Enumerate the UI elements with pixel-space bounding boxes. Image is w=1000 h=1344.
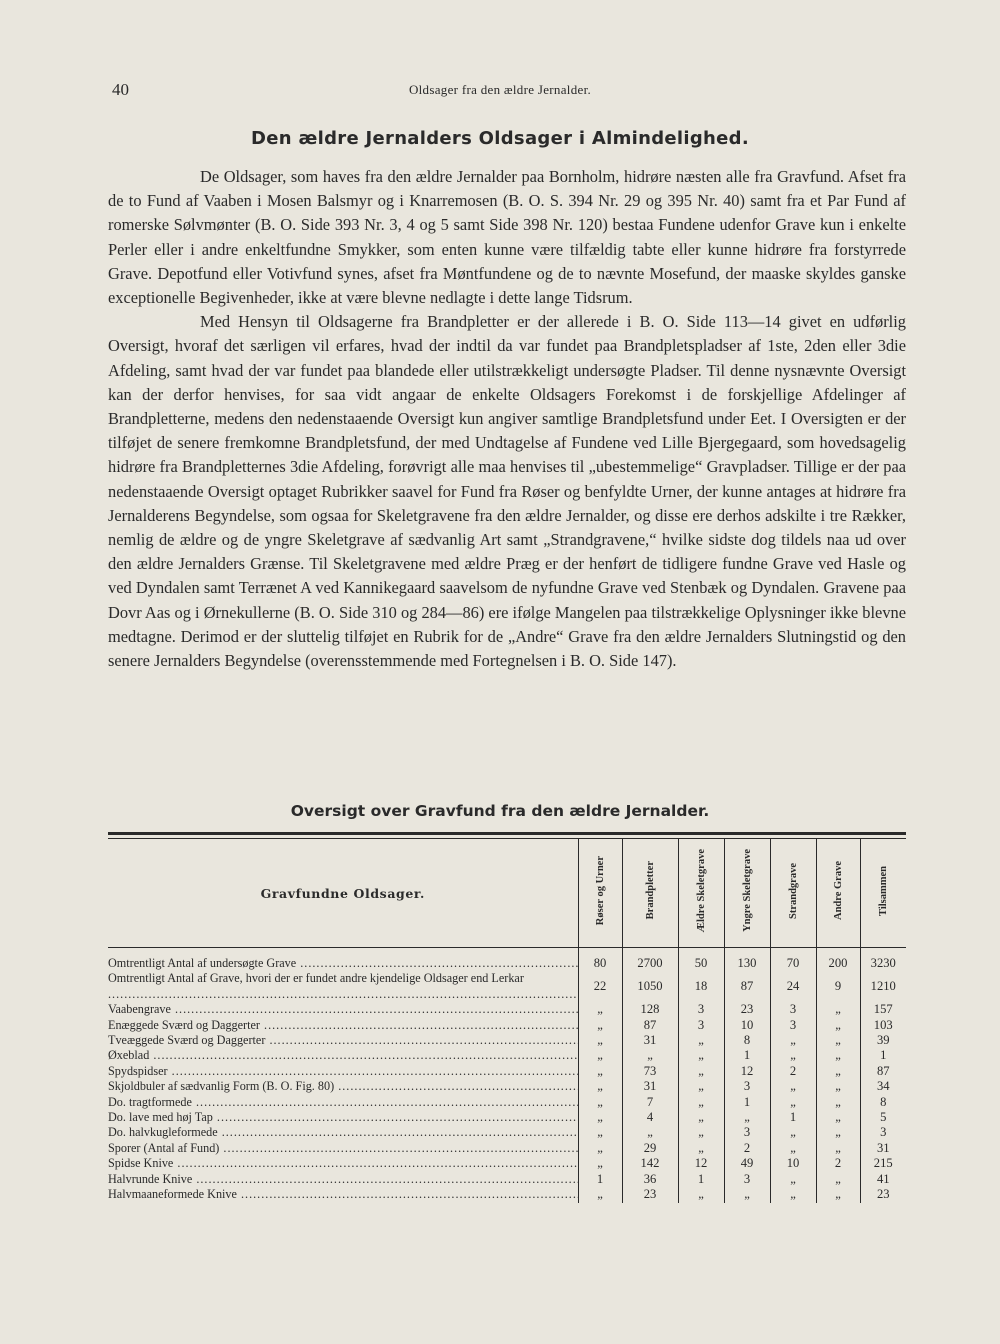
- table-row: [108, 1002, 906, 1017]
- row-value: 31: [622, 1033, 678, 1048]
- row-label: [108, 1018, 578, 1033]
- column-header: Røser og Urner: [578, 839, 622, 948]
- row-value: 50: [678, 956, 724, 971]
- row-value: 36: [622, 1172, 678, 1187]
- row-value: „: [678, 1125, 724, 1140]
- running-head: Oldsager fra den ældre Jernalder.: [408, 82, 592, 97]
- gravfund-table: [108, 832, 906, 1203]
- label-column-header: Gravfundne Oldsager.: [260, 885, 425, 901]
- row-value: „: [770, 1187, 816, 1202]
- row-label-text: Halvmaaneformede Knive: [108, 1187, 237, 1202]
- column-header: Yngre Skeletgrave: [724, 839, 770, 948]
- row-value: „: [724, 1187, 770, 1202]
- row-value: 130: [724, 956, 770, 971]
- row-value: „: [578, 1095, 622, 1110]
- row-value: 215: [860, 1156, 906, 1171]
- column-header: Ældre Skeletgrave: [678, 839, 724, 948]
- row-label: [108, 1048, 578, 1063]
- table-row: [108, 971, 906, 1002]
- row-value: 87: [622, 1018, 678, 1033]
- row-value: 70: [770, 956, 816, 971]
- data-table: [108, 839, 906, 1203]
- row-value: „: [578, 1141, 622, 1156]
- row-value: 49: [724, 1156, 770, 1171]
- row-value: „: [816, 1187, 860, 1202]
- row-value: 1: [578, 1172, 622, 1187]
- table-body: [108, 948, 906, 1203]
- row-value: „: [678, 1141, 724, 1156]
- row-value: 3: [678, 1018, 724, 1033]
- row-label-text: Sporer (Antal af Fund): [108, 1140, 220, 1155]
- row-label: [108, 1095, 578, 1110]
- row-value: „: [816, 1002, 860, 1017]
- row-label: [108, 1125, 578, 1140]
- row-value: 41: [860, 1172, 906, 1187]
- row-value: 1: [678, 1172, 724, 1187]
- table-row: [108, 1064, 906, 1079]
- row-value: 1: [724, 1048, 770, 1063]
- row-label: [108, 1002, 578, 1017]
- row-value: „: [678, 1187, 724, 1202]
- row-value: 10: [724, 1018, 770, 1033]
- row-value: 29: [622, 1141, 678, 1156]
- table-row: [108, 1079, 906, 1094]
- row-value: „: [578, 1187, 622, 1202]
- row-value: „: [678, 1033, 724, 1048]
- section-title: Den ældre Jernalders Oldsager i Almindelighed.: [251, 128, 749, 149]
- paragraph: De Oldsager, som haves fra den ældre Jernalder paa Bornholm, hidrøre næsten alle fra Gravfund. Afset fra de to Fund af Vaaben i Mosen Balsmyr og i Knarremosen (B. O. S. 394 Nr. 29 og 395 Nr. 40) samt fra et Par Fund af romerske Sølvmønter (B. O. Side 393 Nr. 3, 4 og 5 samt Side 398 Nr. 120) bestaa Fundene udenfor Grave kun i enkelte Perler eller i andre enkeltfundne Smykker, som enten kunne være tilfældig tabte eller kunne hidrøre fra forstyrrede Grave. Depotfund eller Votivfund synes, afset fra Møntfundene og de to nævnte Mosefund, der maaske skyldes ganske exceptionelle Begivenheder, ikke at være blevne nedlagte i dette lange Tidsrum.: [108, 167, 906, 308]
- row-value: 3: [678, 1002, 724, 1017]
- table-row: [108, 1095, 906, 1110]
- row-value: 31: [622, 1079, 678, 1094]
- row-value: „: [622, 1125, 678, 1140]
- row-value: „: [816, 1018, 860, 1033]
- row-value: „: [770, 1141, 816, 1156]
- row-value: 2: [724, 1141, 770, 1156]
- row-value: „: [678, 1095, 724, 1110]
- row-label-text: Omtrentligt Antal af Grave, hvori der er fundet andre kjendelige Oldsager end Lerkar: [108, 971, 524, 986]
- row-label: [108, 1156, 578, 1171]
- row-value: 87: [724, 971, 770, 1002]
- row-value: 24: [770, 971, 816, 1002]
- row-value: 3: [724, 1079, 770, 1094]
- row-value: 2: [770, 1064, 816, 1079]
- row-value: 12: [678, 1156, 724, 1171]
- row-label-text: Skjoldbuler af sædvanlig Form (B. O. Fig. 80): [108, 1079, 335, 1094]
- row-label-text: Do. halvkugleformede: [108, 1125, 218, 1140]
- row-value: „: [816, 1172, 860, 1187]
- row-value: 87: [860, 1064, 906, 1079]
- table-top-rule: [108, 832, 906, 835]
- row-value: 3: [770, 1002, 816, 1017]
- row-value: 3: [860, 1125, 906, 1140]
- row-value: „: [816, 1141, 860, 1156]
- row-value: 1210: [860, 971, 906, 1002]
- row-label-text: Do. lave med høj Tap: [108, 1110, 213, 1125]
- column-header: Strandgrave: [770, 839, 816, 948]
- row-value: „: [578, 1110, 622, 1125]
- table-row: [108, 1172, 906, 1187]
- table-row: [108, 1033, 906, 1048]
- table-row: [108, 1156, 906, 1171]
- row-value: „: [816, 1079, 860, 1094]
- body-text: [108, 165, 906, 673]
- header-row: [108, 839, 906, 948]
- row-value: „: [578, 1079, 622, 1094]
- row-value: 10: [770, 1156, 816, 1171]
- row-value: 4: [622, 1110, 678, 1125]
- row-value: „: [578, 1002, 622, 1017]
- row-value: 22: [578, 971, 622, 1002]
- row-label: [108, 1064, 578, 1079]
- row-value: „: [578, 1018, 622, 1033]
- row-value: 1: [724, 1095, 770, 1110]
- row-label: [108, 1172, 578, 1187]
- row-value: „: [770, 1033, 816, 1048]
- table-row: [108, 1048, 906, 1063]
- row-value: 8: [860, 1095, 906, 1110]
- row-value: 7: [622, 1095, 678, 1110]
- row-value: 1: [770, 1110, 816, 1125]
- row-value: 34: [860, 1079, 906, 1094]
- row-value: 3: [770, 1018, 816, 1033]
- row-value: 128: [622, 1002, 678, 1017]
- page-number: 40: [112, 80, 129, 99]
- column-header: Andre Grave: [816, 839, 860, 948]
- row-value: 39: [860, 1033, 906, 1048]
- row-value: „: [622, 1048, 678, 1063]
- row-value: „: [578, 1156, 622, 1171]
- row-value: 18: [678, 971, 724, 1002]
- row-value: „: [770, 1095, 816, 1110]
- row-label-text: Tveæggede Sværd og Daggerter: [108, 1033, 266, 1048]
- row-label: [108, 1110, 578, 1125]
- row-value: „: [770, 1125, 816, 1140]
- row-value: „: [816, 1033, 860, 1048]
- row-value: 3: [724, 1125, 770, 1140]
- row-value: „: [578, 1064, 622, 1079]
- table-row: [108, 1110, 906, 1125]
- row-value: „: [816, 1110, 860, 1125]
- row-value: „: [578, 1125, 622, 1140]
- row-label-text: Vaabengrave: [108, 1002, 171, 1017]
- row-value: „: [678, 1064, 724, 1079]
- row-value: 1: [860, 1048, 906, 1063]
- row-value: „: [816, 1064, 860, 1079]
- row-value: „: [770, 1172, 816, 1187]
- row-value: „: [770, 1079, 816, 1094]
- row-value: 200: [816, 956, 860, 971]
- row-value: „: [724, 1110, 770, 1125]
- row-value: 2: [816, 1156, 860, 1171]
- row-value: 2700: [622, 956, 678, 971]
- table-row: [108, 1125, 906, 1140]
- row-label-text: Spidse Knive: [108, 1156, 174, 1171]
- row-value: 8: [724, 1033, 770, 1048]
- row-value: 3230: [860, 956, 906, 971]
- row-value: 142: [622, 1156, 678, 1171]
- row-label-text: Enæggede Sværd og Daggerter: [108, 1017, 260, 1032]
- row-value: „: [578, 1033, 622, 1048]
- row-value: 5: [860, 1110, 906, 1125]
- row-value: 23: [860, 1187, 906, 1202]
- row-label: [108, 1187, 578, 1202]
- row-value: „: [678, 1110, 724, 1125]
- row-value: „: [816, 1125, 860, 1140]
- row-label-text: Halvrunde Knive: [108, 1171, 193, 1186]
- paragraph: Med Hensyn til Oldsagerne fra Brandpletter er der allerede i B. O. Side 113—14 givet en udførlig Oversigt, hvoraf det særligen vil erfares, hvad der indtil da var fundet paa Brandpletspladser af 1ste, 2den eller 3die Afdeling, samt hvad der var fundet paa blandede eller utilstrækkeligt undersøgte Pladser. Til denne nysnævnte Oversigt kan der derfor henvises, for saa vidt angaar de enkelte Oldsagers Forekomst i de forskjellige Afdelinger af Brandpletterne, medens den nedenstaaende Oversigt kun angiver samtlige Brandpletsfund under Eet. I Oversigten er der tilføjet de senere fremkomne Brandpletsfund, der med Undtagelse af Fundene ved Lille Bjergegaard, som hovedsagelig hidrøre fra Brandpletternes 3die Afdeling, forøvrigt alle maa henvises til „ubestemmelige“ Gravpladser. Tillige er der paa nedenstaaende Oversigt optaget Rubrikker saavel for Fund fra Røser og benfyldte Urner, der kunne antages at hidrøre fra Jernalderens Begyndelse, som ogsaa for Skeletgravene fra den ældre Jernalder, og disse ere derhos adskilte i tre Rækker, nemlig de ældre og de yngre Skeletgrave af sædvanlig Art samt „Strandgravene,“ hvilke sidste dog tildels naa ud over den ældre Jernalders Grænse. Til Skeletgravene med ældre Præg er der henført de tidligere fundne Grave ved Hasle og ved Dyndalen samt Terrænet A ved Kannikegaard saavelsom de nyfundne Grave ved Stenbæk og Dyndalen. Gravene paa Dovr Aas og i Ørnekullerne (B. O. Side 310 og 284—86) ere ifølge Mangelen paa tilstrækkelige Oplysninger ikke blevne medtagne. Derimod er der sluttelig tilføjet en Rubrik for de „Andre“ Grave fra den ældre Jernalders Slutningstid og den senere Jernalders Begyndelse (overensstemmende med Fortegnelsen i B. O. Side 147).: [108, 312, 906, 671]
- row-value: 31: [860, 1141, 906, 1156]
- row-value: 103: [860, 1018, 906, 1033]
- row-label: [108, 1141, 578, 1156]
- row-value: 12: [724, 1064, 770, 1079]
- row-value: 73: [622, 1064, 678, 1079]
- table-row: [108, 1018, 906, 1033]
- column-header: Brandpletter: [622, 839, 678, 948]
- row-value: „: [770, 1048, 816, 1063]
- row-value: 3: [724, 1172, 770, 1187]
- row-value: 157: [860, 1002, 906, 1017]
- row-label-text: Do. tragtformede: [108, 1094, 192, 1109]
- row-label-text: Øxeblad: [108, 1048, 150, 1063]
- row-value: 1050: [622, 971, 678, 1002]
- table-row: [108, 1141, 906, 1156]
- row-value: „: [578, 1048, 622, 1063]
- row-value: „: [816, 1048, 860, 1063]
- column-header: Tilsammen: [860, 839, 906, 948]
- row-label: [108, 956, 578, 971]
- row-value: 80: [578, 956, 622, 971]
- row-value: „: [678, 1048, 724, 1063]
- row-value: 23: [724, 1002, 770, 1017]
- row-label: [108, 971, 578, 1002]
- row-value: 9: [816, 971, 860, 1002]
- table-row: [108, 1187, 906, 1202]
- row-label: [108, 1033, 578, 1048]
- row-value: „: [816, 1095, 860, 1110]
- row-label-text: Spydspidser: [108, 1063, 168, 1078]
- row-label-text: Omtrentligt Antal af undersøgte Grave: [108, 956, 297, 970]
- table-row: [108, 956, 906, 971]
- row-value: „: [678, 1079, 724, 1094]
- row-label: [108, 1079, 578, 1094]
- table-title: Oversigt over Gravfund fra den ældre Jernalder.: [290, 802, 710, 820]
- row-value: 23: [622, 1187, 678, 1202]
